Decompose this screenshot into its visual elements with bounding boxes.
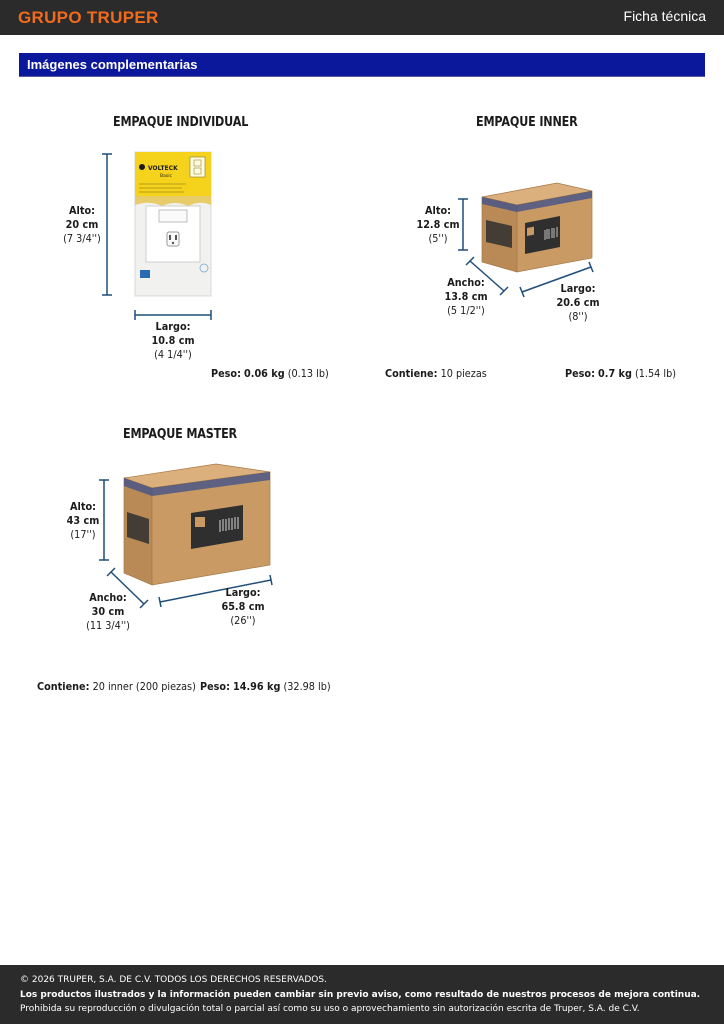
individual-length-metric: 10.8 cm (151, 334, 195, 347)
individual-weight-imperial: (0.13 lb) (287, 367, 329, 380)
individual-weight-label: Peso: (211, 367, 241, 380)
individual-title: EMPAQUE INDIVIDUAL (113, 115, 249, 130)
inner-weight-value: 0.7 kg (598, 367, 632, 380)
master-length-metric: 65.8 cm (221, 600, 265, 613)
inner-height-imperial: (5'') (428, 232, 448, 245)
master-height-metric: 43 cm (66, 514, 100, 527)
footer-prohibition: Prohibida su reproducción o divulgación total o parcial así como su uso o aprovechamiento sin autorización escrita de Truper, S.A. de C.V. (20, 1004, 640, 1014)
inner-length-label (552, 282, 605, 324)
master-height-caption: Alto: (70, 500, 96, 513)
inner-width-metric: 13.8 cm (444, 290, 488, 303)
individual-height-metric: 20 cm (65, 218, 99, 231)
inner-contents-label: Contiene: (385, 367, 438, 380)
inner-height-label (412, 204, 465, 246)
individual-height-caption: Alto: (69, 204, 95, 217)
inner-title: EMPAQUE INNER (476, 115, 578, 130)
inner-weight-imperial: (1.54 lb) (635, 367, 677, 380)
master-length-label (217, 586, 270, 628)
individual-length-imperial: (4 1/4'') (154, 348, 192, 361)
package-brand-text: VOLTECK (148, 165, 178, 172)
master-height-imperial: (17'') (70, 528, 96, 541)
inner-width-label (440, 276, 493, 318)
master-weight-value: 14.96 kg (233, 680, 281, 693)
individual-weight-value: 0.06 kg (244, 367, 285, 380)
footer-copyright: © 2026 TRUPER, S.A. DE C.V. TODOS LOS DERECHOS RESERVADOS. (20, 975, 327, 985)
inner-box-image (482, 183, 592, 272)
footer-notice: Los productos ilustrados y la información pueden cambiar sin previo aviso, como resultado de nuestros procesos de mejora continua. (20, 990, 701, 1000)
individual-length-caption: Largo: (155, 320, 191, 333)
package-sub-text: Basic (160, 174, 172, 179)
inner-length-imperial: (8'') (568, 310, 588, 323)
master-height-label (57, 500, 110, 542)
document-type: Ficha técnica (623, 8, 706, 24)
master-weight-label: Peso: (200, 680, 230, 693)
inner-length-caption: Largo: (560, 282, 596, 295)
brand-logo: GRUPO TRUPER (18, 8, 159, 27)
master-weight-imperial: (32.98 lb) (283, 680, 331, 693)
master-contents-label: Contiene: (37, 680, 90, 693)
master-width-caption: Ancho: (89, 591, 127, 604)
inner-height-metric: 12.8 cm (416, 218, 460, 231)
individual-weight (211, 367, 329, 380)
master-width-label (82, 591, 135, 633)
master-length-imperial: (26'') (230, 614, 256, 627)
inner-length-metric: 20.6 cm (556, 296, 600, 309)
master-contents (37, 680, 196, 693)
inner-weight-label: Peso: (565, 367, 595, 380)
individual-height-label (56, 204, 109, 246)
inner-width-caption: Ancho: (447, 276, 485, 289)
master-title: EMPAQUE MASTER (123, 427, 237, 442)
individual-height-imperial: (7 3/4'') (63, 232, 101, 245)
section-title: Imágenes complementarias (27, 57, 198, 72)
master-width-imperial: (11 3/4'') (86, 619, 130, 632)
individual-length-line (135, 310, 211, 320)
individual-length-label (147, 320, 200, 362)
master-contents-value: 20 inner (200 piezas) (92, 680, 196, 693)
individual-package-image (135, 152, 211, 296)
inner-weight (565, 367, 676, 380)
master-box-image (124, 464, 270, 585)
inner-height-caption: Alto: (425, 204, 451, 217)
inner-contents-value: 10 piezas (440, 367, 487, 380)
master-width-metric: 30 cm (91, 605, 125, 618)
footer (0, 965, 724, 1024)
master-weight (200, 680, 331, 693)
master-length-caption: Largo: (225, 586, 261, 599)
inner-width-imperial: (5 1/2'') (447, 304, 485, 317)
inner-contents (385, 367, 487, 380)
